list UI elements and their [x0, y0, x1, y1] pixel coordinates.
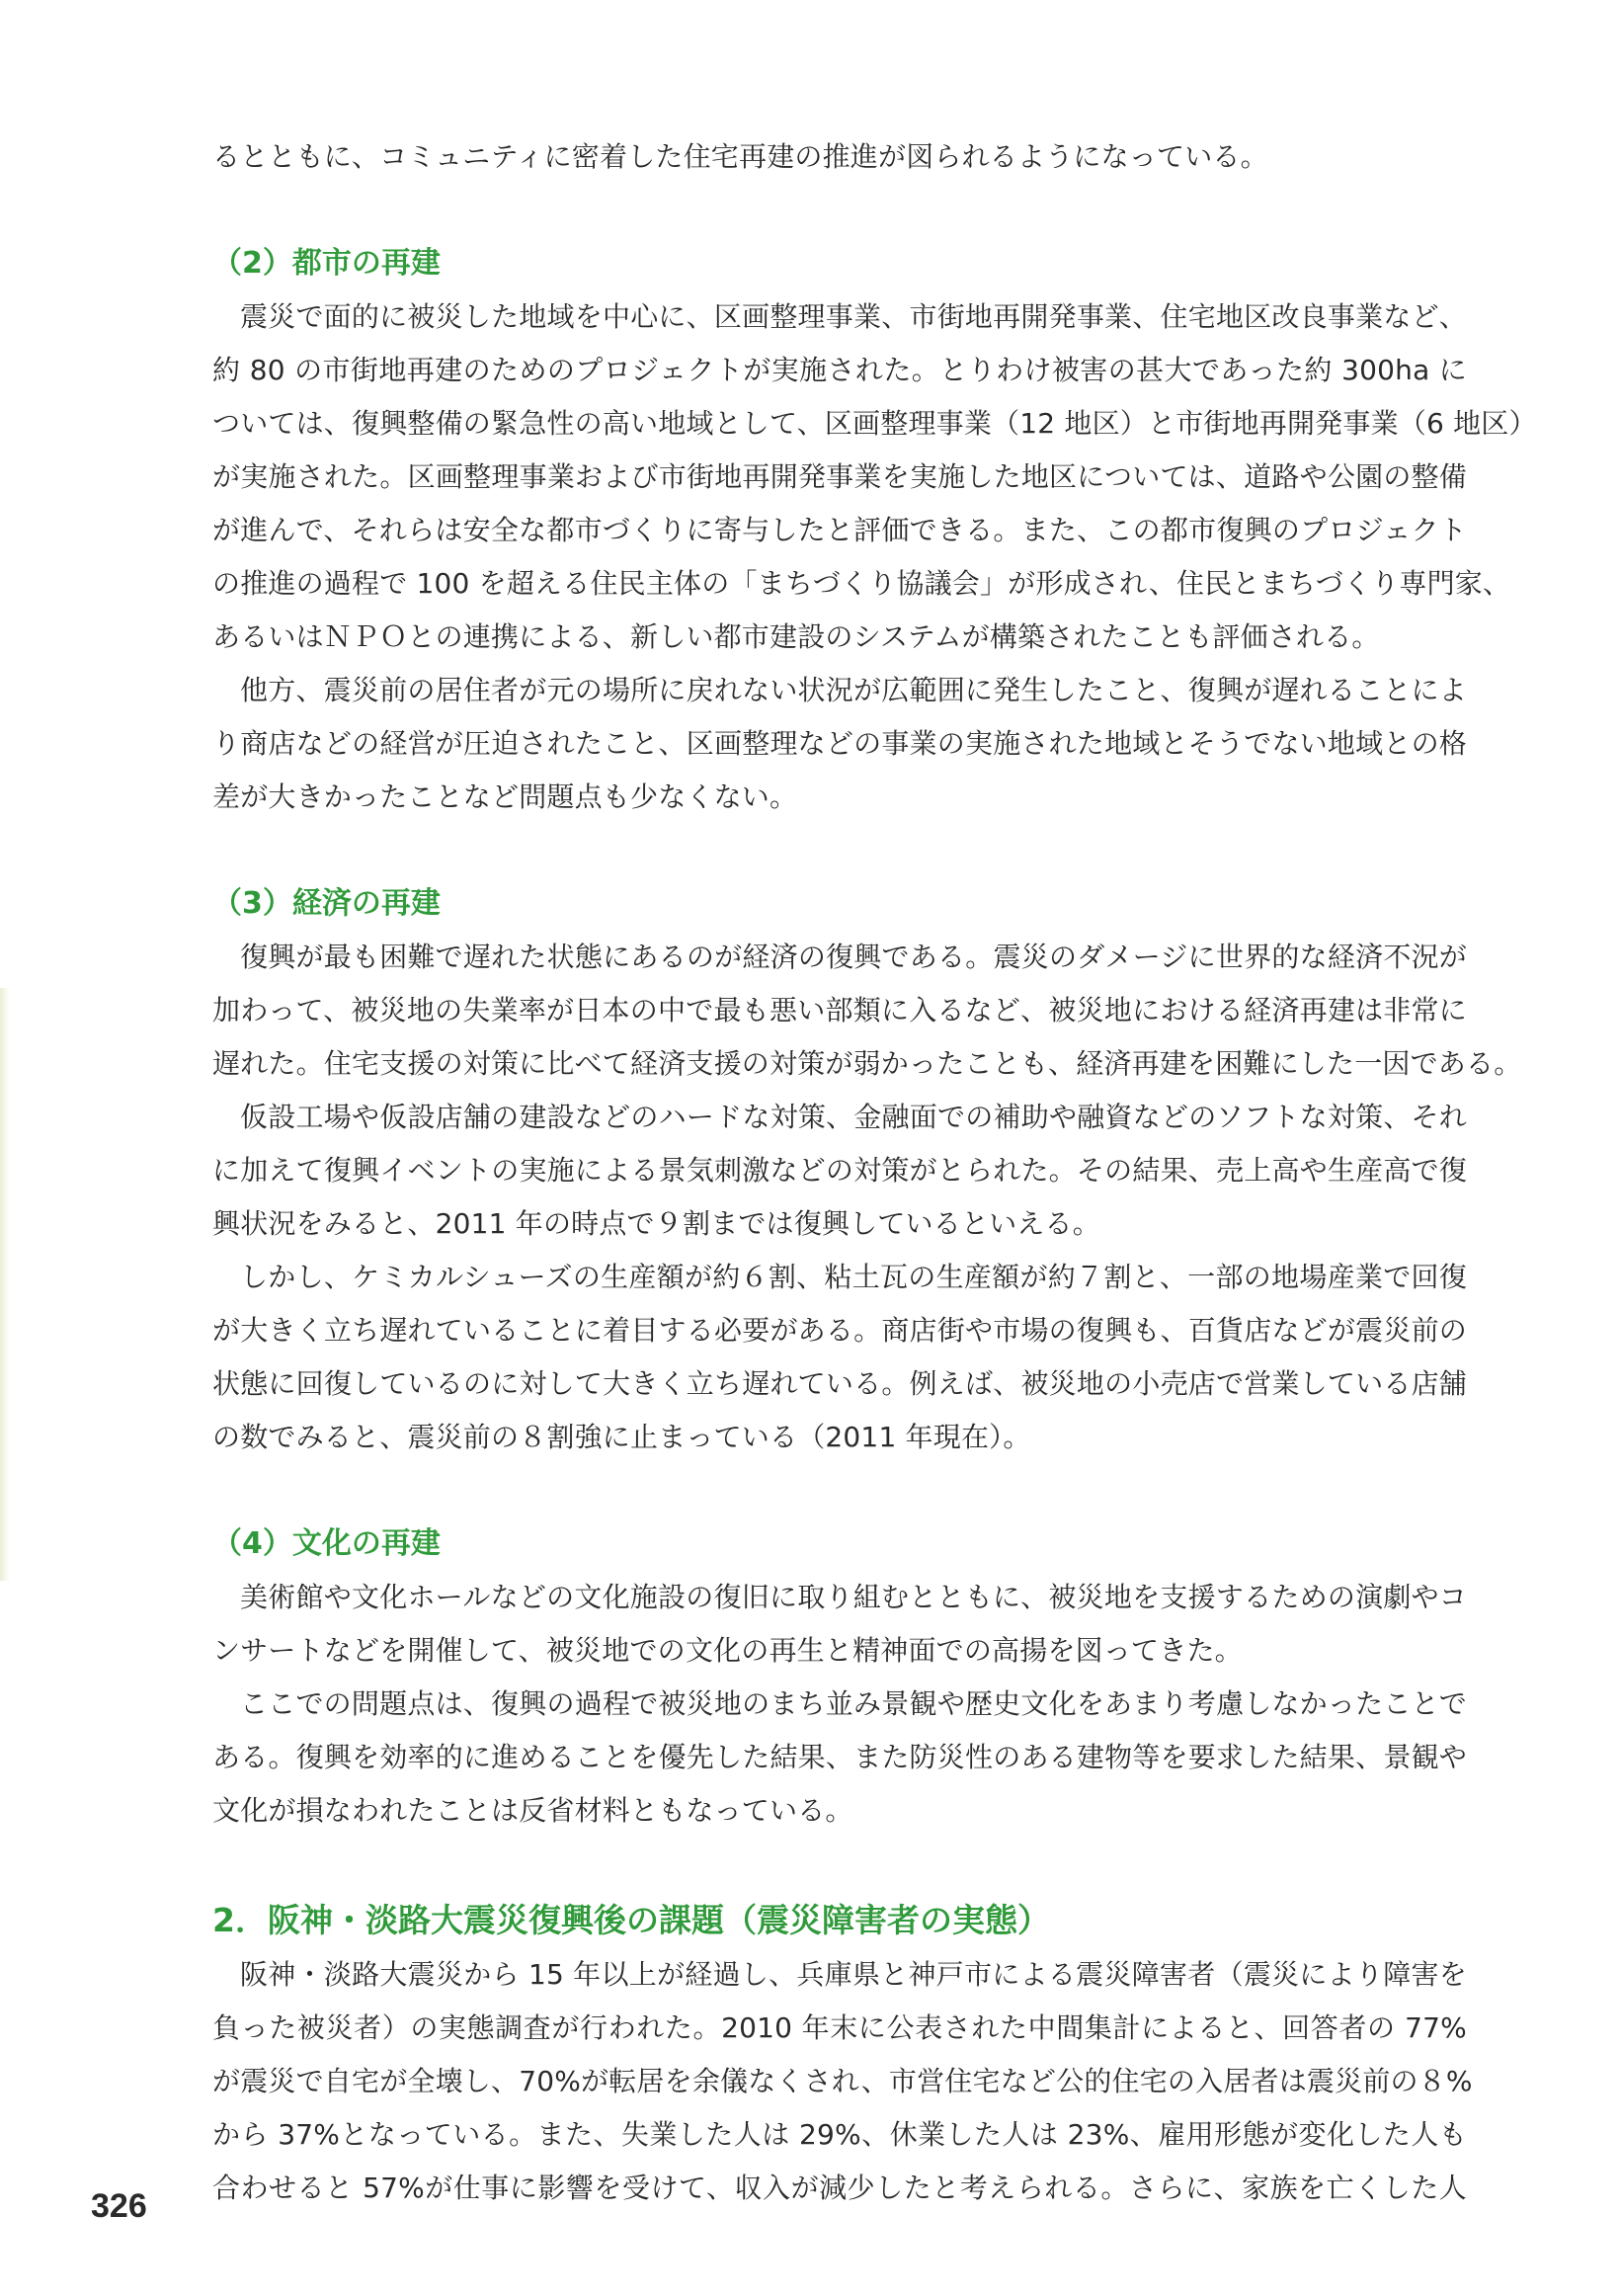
paragraph-line: 差が大きかったことなど問題点も少なくない。: [212, 780, 798, 813]
paragraph-line: が震災で自宅が全壊し、70%が転居を余儀なくされ、市営住宅など公的住宅の入居者は震災前の８%: [212, 2065, 1473, 2097]
page-content: [212, 130, 1537, 2215]
paragraph-line: 加わって、被災地の失業率が日本の中で最も悪い部類に入るなど、被災地における経済再建は非常に: [212, 994, 1467, 1026]
paragraph-line: 阪神・淡路大震災から 15 年以上が経過し、兵庫県と神戸市による震災障害者（震災により障害を: [240, 1958, 1467, 1991]
paragraph-line: 負った被災者）の実態調査が行われた。2010 年末に公表された中間集計によると、回答者の 77%: [212, 2011, 1467, 2044]
paragraph-line: に加えて復興イベントの実施による景気刺激などの対策がとられた。その結果、売上高や生産高で復: [212, 1154, 1467, 1187]
paragraph-line: り商店などの経営が圧迫されたこと、区画整理などの事業の実施された地域とそうでない地域との格: [212, 727, 1467, 760]
paragraph-line: 美術館や文化ホールなどの文化施設の復旧に取り組むとともに、被災地を支援するための演劇やコ: [240, 1581, 1467, 1613]
spacer: [212, 184, 1467, 237]
paragraph-line: 文化が損なわれたことは反省材料ともなっている。: [212, 1794, 853, 1827]
intro-line: るとともに、コミュニティに密着した住宅再建の推進が図られるようになっている。: [212, 140, 1268, 173]
chapter-heading: 2．阪神・淡路大震災復興後の課題（震災障害者の実態）: [212, 1901, 1050, 1939]
spacer: [212, 1838, 1467, 1893]
paragraph-line: ここでの問題点は、復興の過程で被災地のまち並み景観や歴史文化をあまり考慮しなかったことで: [240, 1687, 1467, 1720]
paragraph-line: 興状況をみると、2011 年の時点で９割までは復興しているといえる。: [212, 1207, 1100, 1240]
paragraph-line: 合わせると 57%が仕事に影響を受けて、収入が減少したと考えられる。さらに、家族を亡くした人: [212, 2172, 1467, 2204]
paragraph-line: 震災で面的に被災した地域を中心に、区画整理事業、市街地再開発事業、住宅地区改良事業など、: [240, 300, 1467, 333]
page-edge-tint: [0, 988, 10, 1581]
page-number: 326: [91, 2187, 147, 2225]
paragraph-line: 遅れた。住宅支援の対策に比べて経済支援の対策が弱かったことも、経済再建を困難にした一因である。: [212, 1047, 1522, 1080]
paragraph-line: 仮設工場や仮設店舗の建設などのハードな対策、金融面での補助や融資などのソフトな対策、それ: [240, 1101, 1467, 1133]
paragraph-line: あるいはＮＰＯとの連携による、新しい都市建設のシステムが構築されたことも評価される。: [212, 620, 1380, 653]
spacer: [212, 824, 1467, 877]
paragraph-line: の推進の過程で 100 を超える住民主体の「まちづくり協議会」が形成され、住民とまちづくり専門家、: [212, 567, 1511, 600]
paragraph-line: の数でみると、震災前の８割強に止まっている（2011 年現在）。: [212, 1421, 1031, 1453]
spacer: [212, 1464, 1467, 1517]
paragraph-line: から 37%となっている。また、失業した人は 29%、休業した人は 23%、雇用形態が変化した人も: [212, 2118, 1467, 2151]
paragraph-line: ついては、復興整備の緊急性の高い地域として、区画整理事業（12 地区）と市街地再開発事業（6 地区）: [212, 407, 1537, 440]
paragraph-line: ある。復興を効率的に進めることを優先した結果、また防災性のある建物等を要求した結果、景観や: [212, 1741, 1467, 1773]
section-heading-culture: （4）文化の再建: [212, 1526, 441, 1561]
section-heading-urban: （2）都市の再建: [212, 246, 441, 281]
section-heading-economy: （3）経済の再建: [212, 886, 441, 921]
paragraph-line: が大きく立ち遅れていることに着目する必要がある。商店街や市場の復興も、百貨店などが震災前の: [212, 1314, 1467, 1347]
paragraph-line: ンサートなどを開催して、被災地での文化の再生と精神面での高揚を図ってきた。: [212, 1634, 1243, 1667]
paragraph-line: 状態に回復しているのに対して大きく立ち遅れている。例えば、被災地の小売店で営業している店舗: [212, 1367, 1467, 1400]
paragraph-line: しかし、ケミカルシューズの生産額が約６割、粘土瓦の生産額が約７割と、一部の地場産業で回復: [240, 1261, 1467, 1293]
paragraph-line: 約 80 の市街地再建のためのプロジェクトが実施された。とりわけ被害の甚大であった約 300ha に: [212, 354, 1467, 386]
paragraph-line: 復興が最も困難で遅れた状態にあるのが経済の復興である。震災のダメージに世界的な経済不況が: [240, 941, 1467, 973]
paragraph-line: が進んで、それらは安全な都市づくりに寄与したと評価できる。また、この都市復興のプロジェクト: [212, 514, 1467, 546]
paragraph-line: 他方、震災前の居住者が元の場所に戻れない状況が広範囲に発生したこと、復興が遅れることによ: [240, 674, 1467, 706]
paragraph-line: が実施された。区画整理事業および市街地再開発事業を実施した地区については、道路や公園の整備: [212, 460, 1467, 493]
